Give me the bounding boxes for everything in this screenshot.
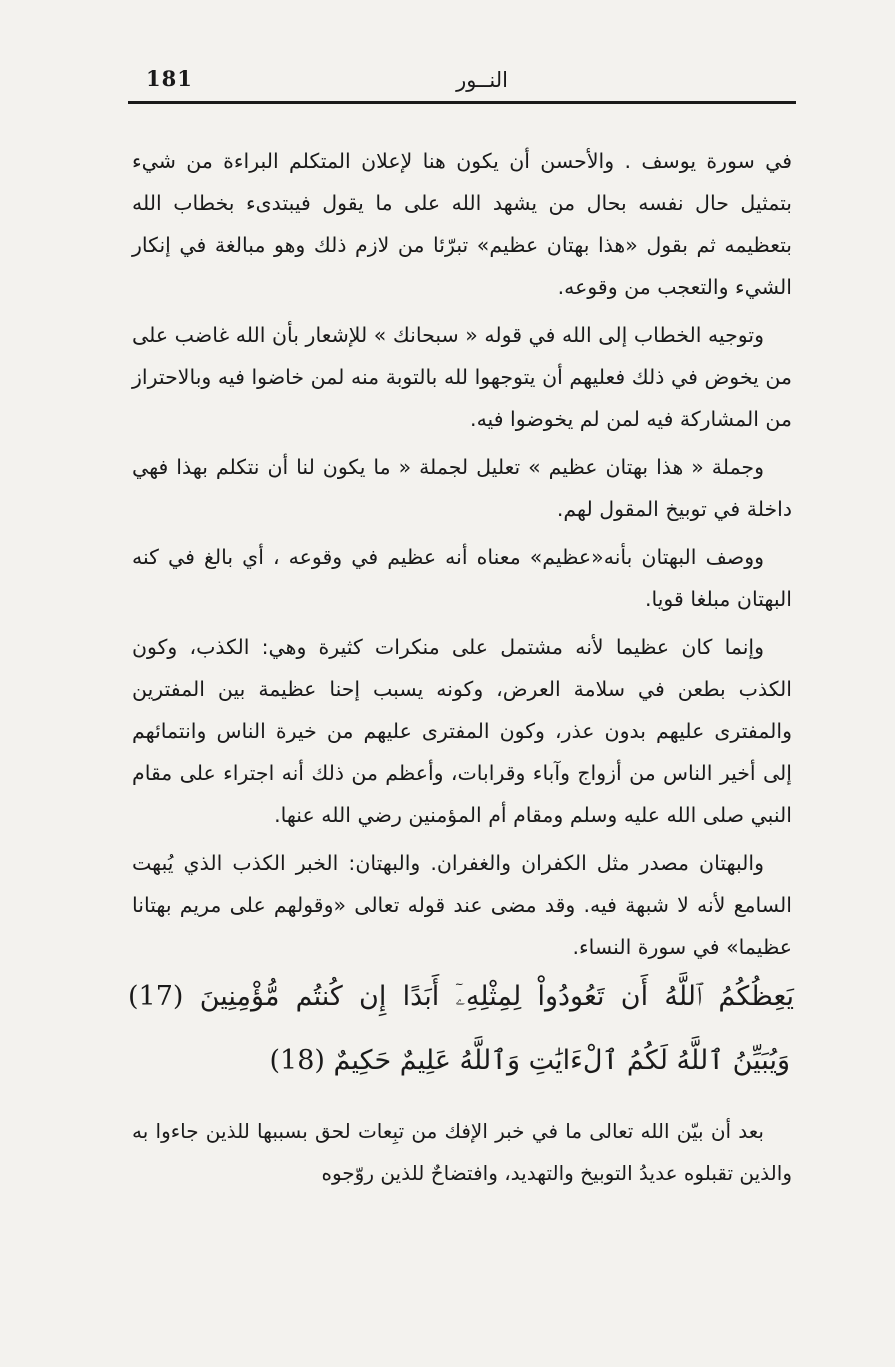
commentary-continuation bbox=[132, 1110, 792, 1200]
quran-verse-block bbox=[128, 965, 794, 1093]
verse-line-17: يَعِظُكُمُ ٱللَّهُ أَن تَعُودُواْ لِمِثْلِهِۦٓ أَبَدًا إِن كُنتُم مُّؤْمِنِينَ (17) bbox=[128, 981, 794, 1012]
page-header bbox=[132, 62, 794, 102]
paragraph-4: ووصف البهتان بأنه«عظيم» معناه أنه عظيم في وقوعه ، أي بالغ في كنه البهتان مبلغا قويا. bbox=[132, 545, 792, 611]
paragraph-5: وإنما كان عظيما لأنه مشتمل على منكرات كثيرة وهي: الكذب، وكون الكذب بطعن في سلامة العرض، وكونه يسبب إحنا عظيمة بين المفترين والمفترى عليهم بدون عذر، وكون المفترى عليهم من خيرة الناس وانتمائهم إلى أخير الناس من أزواج وآباء وقرابات، وأعظم من ذلك أنه اجتراء على مقام النبي صلى الله عليه وسلم ومقام أم المؤمنين رضي الله عنها. bbox=[132, 635, 792, 827]
header-rule bbox=[128, 101, 796, 104]
verse-line-18: وَيُبَيِّنُ ٱللَّهُ لَكُمُ ٱلْءَايَٰتِ وَٱللَّهُ عَلِيمٌ حَكِيمٌ (18) bbox=[269, 1045, 790, 1076]
running-title: النــور bbox=[456, 68, 508, 92]
paragraph-6: والبهتان مصدر مثل الكفران والغفران. والبهتان: الخبر الكذب الذي يُبهت السامع لأنه لا شبهة فيه. وقد مضى عند قوله تعالى «وقولهم على مريم بهتانا عظيما» في سورة النساء. bbox=[132, 851, 792, 959]
page-number: 181 bbox=[146, 66, 193, 91]
paragraph-3: وجملة « هذا بهتان عظيم » تعليل لجملة « ما يكون لنا أن نتكلم بهذا فهي داخلة في توبيخ المقول لهم. bbox=[132, 455, 792, 521]
paragraph-1: في سورة يوسف . والأحسن أن يكون هنا لإعلان المتكلم البراءة من شيء بتمثيل حال نفسه بحال من يشهد الله على ما يقول فيبتدىء بخطاب الله بتعظيمه ثم بقول «هذا بهتان عظيم» تبرّئا من لازم ذلك وهو مبالغة في إنكار الشيء والتعجب من وقوعه. bbox=[132, 149, 792, 299]
paragraph-7: بعد أن بيّن الله تعالى ما في خبر الإفك من تبِعات لحق بسببها للذين جاءوا به والذين تقبلوه عديدُ التوبيخ والتهديد، وافتضاحٌ للذين روّجوه bbox=[132, 1119, 792, 1185]
paragraph-2: وتوجيه الخطاب إلى الله في قوله « سبحانك » للإشعار بأن الله غاضب على من يخوض في ذلك فعليهم أن يتوجهوا لله بالتوبة منه لمن خاضوا فيه وبالاحتراز من المشاركة فيه لمن لم يخوضوا فيه. bbox=[132, 323, 792, 431]
page-body bbox=[132, 140, 792, 974]
